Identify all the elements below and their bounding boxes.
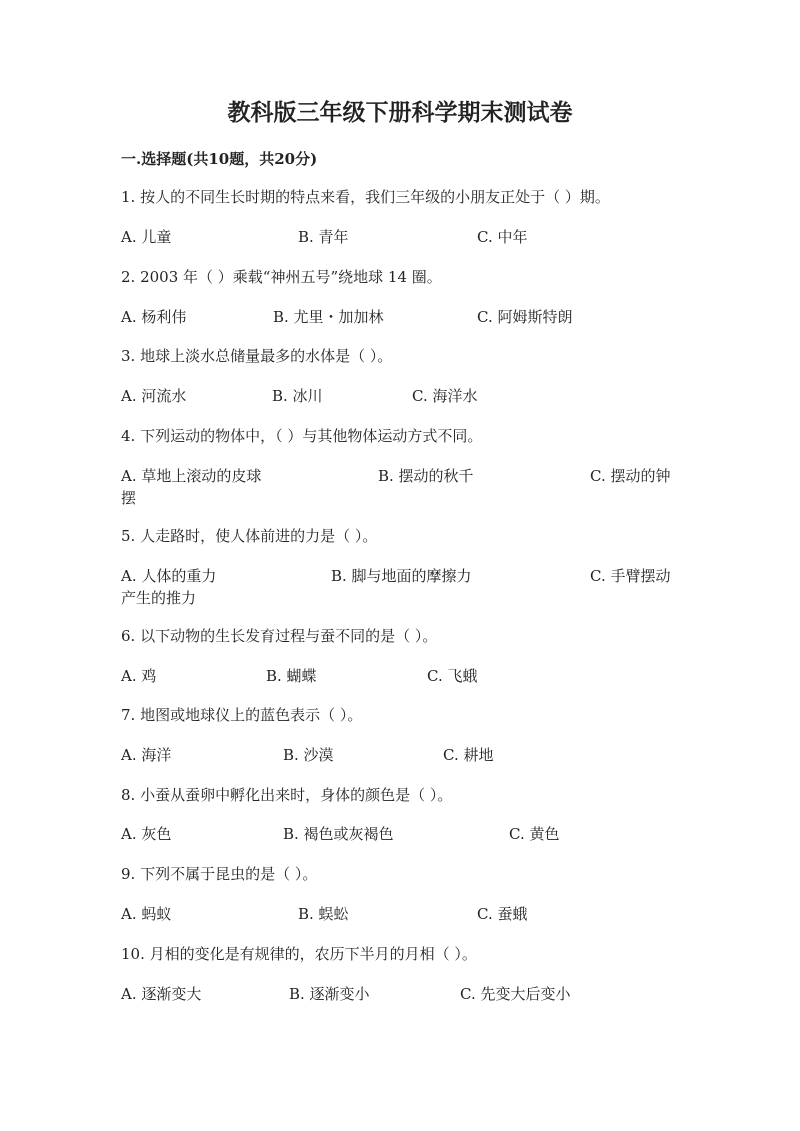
q2-option-b[interactable]: B. 尤里・加加林 (273, 308, 384, 326)
question-4: 4. 下列运动的物体中，（ ）与其他物体运动方式不同。 (121, 427, 483, 445)
question-7: 7. 地图或地球仪上的蓝色表示（ ）。 (121, 706, 363, 724)
question-2: 2. 2003 年（ ）乘载“神州五号”绕地球 14 圈。 (121, 268, 442, 286)
question-8: 8. 小蚕从蚕卵中孵化出来时，身体的颜色是（ ）。 (121, 786, 453, 804)
q10-option-c[interactable]: C. 先变大后变小 (460, 985, 571, 1003)
q9-option-c[interactable]: C. 蚕蛾 (477, 905, 528, 923)
q5-option-c-continuation: 产生的推力 (121, 589, 197, 607)
q1-option-c[interactable]: C. 中年 (477, 228, 528, 246)
q2-option-c[interactable]: C. 阿姆斯特朗 (477, 308, 573, 326)
q7-option-a[interactable]: A. 海洋 (121, 746, 172, 764)
q9-option-a[interactable]: A. 蚂蚁 (121, 905, 172, 923)
question-5: 5. 人走路时，使人体前进的力是（ ）。 (121, 527, 378, 545)
q7-option-b[interactable]: B. 沙漠 (283, 746, 334, 764)
q4-option-a[interactable]: A. 草地上滚动的皮球 (121, 467, 262, 485)
q5-option-c[interactable]: C. 手臂摆动 (590, 567, 671, 585)
section-heading: 一.选择题(共10题，共20分) (121, 150, 318, 168)
q4-option-b[interactable]: B. 摆动的秋千 (378, 467, 474, 485)
question-6: 6. 以下动物的生长发育过程与蚕不同的是（ ）。 (121, 627, 438, 645)
q8-option-c[interactable]: C. 黄色 (509, 825, 560, 843)
q8-option-a[interactable]: A. 灰色 (121, 825, 172, 843)
q9-option-b[interactable]: B. 蜈蚣 (298, 905, 349, 923)
q6-option-c[interactable]: C. 飞蛾 (427, 667, 478, 685)
q4-option-c[interactable]: C. 摆动的钟 (590, 467, 671, 485)
q1-option-a[interactable]: A. 儿童 (121, 228, 172, 246)
q10-option-b[interactable]: B. 逐渐变小 (289, 985, 370, 1003)
q5-option-b[interactable]: B. 脚与地面的摩擦力 (331, 567, 472, 585)
question-3: 3. 地球上淡水总储量最多的水体是（ ）。 (121, 347, 393, 365)
page-title: 教科版三年级下册科学期末测试卷 (227, 99, 573, 126)
q1-option-b[interactable]: B. 青年 (298, 228, 349, 246)
q10-option-a[interactable]: A. 逐渐变大 (121, 985, 202, 1003)
q5-option-a[interactable]: A. 人体的重力 (121, 567, 217, 585)
question-10: 10. 月相的变化是有规律的，农历下半月的月相（ ）。 (121, 945, 477, 963)
q7-option-c[interactable]: C. 耕地 (443, 746, 494, 764)
q3-option-c[interactable]: C. 海洋水 (412, 387, 478, 405)
q6-option-b[interactable]: B. 蝴蝶 (266, 667, 317, 685)
q4-option-c-continuation: 摆 (121, 489, 137, 507)
q2-option-a[interactable]: A. 杨利伟 (121, 308, 187, 326)
question-9: 9. 下列不属于昆虫的是（ ）。 (121, 865, 318, 883)
q8-option-b[interactable]: B. 褐色或灰褐色 (283, 825, 394, 843)
q6-option-a[interactable]: A. 鸡 (121, 667, 157, 685)
question-1: 1. 按人的不同生长时期的特点来看，我们三年级的小朋友正处于（ ）期。 (121, 188, 610, 206)
q3-option-b[interactable]: B. 冰川 (272, 387, 323, 405)
q3-option-a[interactable]: A. 河流水 (121, 387, 187, 405)
